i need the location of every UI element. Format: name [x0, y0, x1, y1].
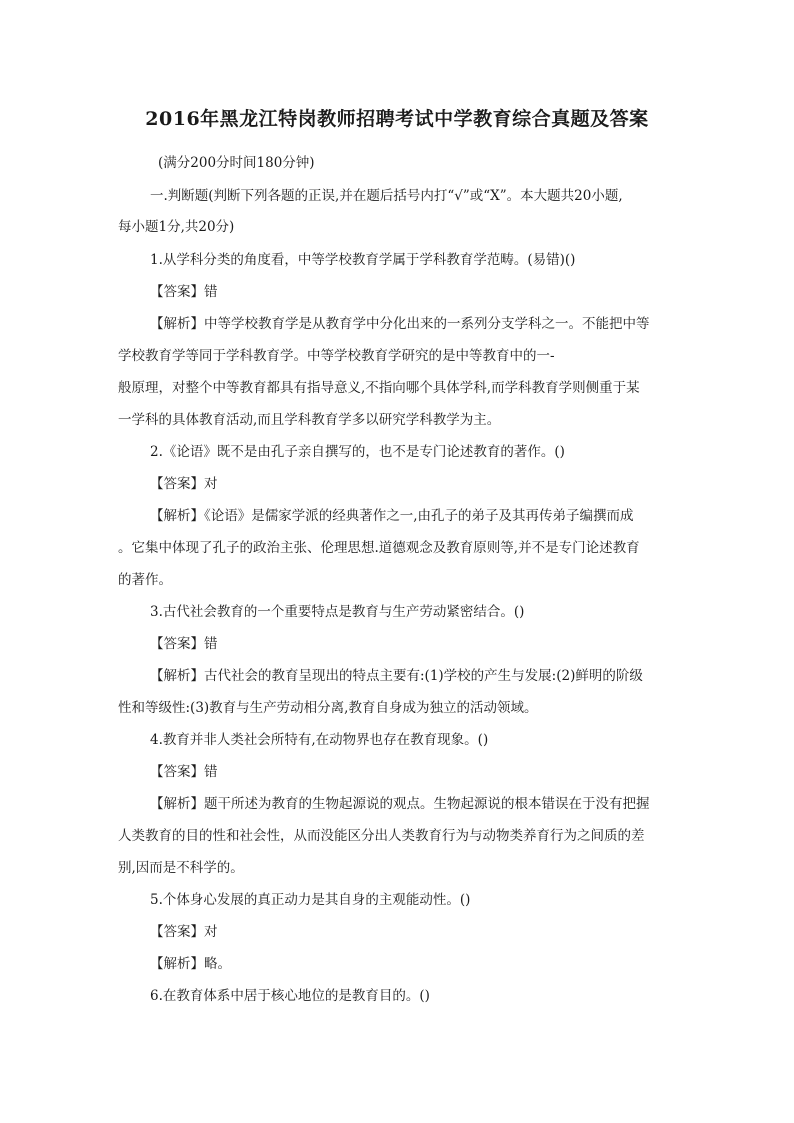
analysis-text: 性和等级性:(3)教育与生产劳动相分离,教育自身成为独立的活动领域。	[118, 700, 538, 716]
analysis-text: 【解析】古代社会的教育呈现出的特点主要有:(1)学校的产生与发展:(2)鲜明的阶级	[150, 668, 643, 684]
analysis-text: 般原理，对整个中等教育都具有指导意义,不指向哪个具体学科,而学科教育学则侧重于某	[118, 380, 640, 396]
answer-text: 【答案】错	[150, 636, 218, 652]
analysis-text: 学校教育学等同于学科教育学。中等学校教育学研究的是中等教育中的一-	[118, 348, 555, 364]
answer-text: 【答案】对	[150, 924, 218, 940]
question-text: 4.教育并非人类社会所特有,在动物界也存在教育现象。()	[150, 732, 489, 748]
exam-info: (满分200分时间180分钟)	[158, 155, 315, 171]
section-heading: 一.判断题(判断下列各题的正误,并在题后括号内打“√”或“X”。本大题共20小题,	[150, 188, 623, 204]
section-heading-cont: 每小题1分,共20分)	[118, 219, 235, 235]
answer-text: 【答案】错	[150, 764, 218, 780]
question-text: 5.个体身心发展的真正动力是其自身的主观能动性。()	[150, 892, 471, 908]
question-text: 2.《论语》既不是由孔子亲自撰写的，也不是专门论述教育的著作。()	[150, 444, 565, 460]
document-title: 2016年黑龙江特岗教师招聘考试中学教育综合真题及答案	[145, 108, 649, 130]
analysis-text: 【解析】题干所述为教育的生物起源说的观点。生物起源说的根本错误在于没有把握	[150, 796, 650, 812]
analysis-text: 【解析】中等学校教育学是从教育学中分化出来的一系列分支学科之一。不能把中等	[150, 316, 650, 332]
question-text: 3.古代社会教育的一个重要特点是教育与生产劳动紧密结合。()	[150, 604, 525, 620]
analysis-text: 【解析】略。	[150, 956, 231, 972]
question-text: 6.在教育体系中居于核心地位的是教育目的。()	[150, 988, 430, 1004]
analysis-text: 【解析】《论语》是儒家学派的经典著作之一,由孔子的弟子及其再传弟子编撰而成	[150, 508, 634, 524]
analysis-text: 的著作。	[118, 572, 172, 588]
answer-text: 【答案】错	[150, 284, 218, 300]
analysis-text: 人类教育的目的性和社会性，从而没能区分出人类教育行为与动物类养育行为之间质的差	[118, 828, 645, 844]
analysis-text: 一学科的具体教育活动,而且学科教育学多以研究学科教学为主。	[118, 412, 501, 428]
answer-text: 【答案】对	[150, 476, 218, 492]
question-text: 1.从学科分类的角度看，中等学校教育学属于学科教育学范畴。(易错)()	[150, 252, 576, 268]
analysis-text: 。它集中体现了孔子的政治主张、伦理思想.道德观念及教育原则等,并不是专门论述教育	[118, 540, 640, 556]
analysis-text: 别,因而是不科学的。	[118, 860, 244, 876]
